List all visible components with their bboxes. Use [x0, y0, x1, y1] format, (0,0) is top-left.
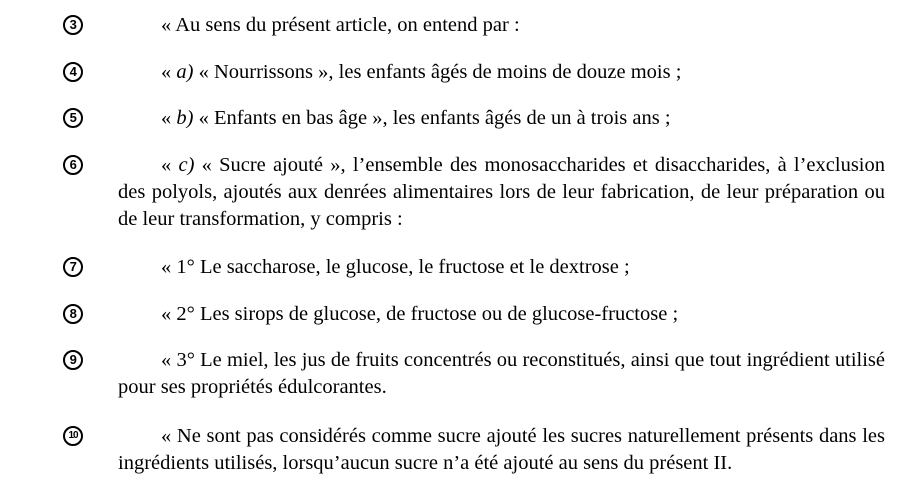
paragraph-text: « 3° Le miel, les jus de fruits concentrés ou reconstitués, ainsi que tout ingrédient utilisé pour ses propriétés édulcorantes.	[118, 349, 885, 398]
quote-open: «	[161, 61, 177, 83]
item-letter: b)	[176, 107, 194, 129]
paragraph-text: « 1° Le saccharose, le glucose, le fructose et le dextrose ;	[161, 256, 630, 278]
paragraph-number-badge: 6	[63, 155, 83, 175]
paragraph-text	[118, 152, 885, 233]
paragraph-text	[118, 59, 885, 86]
paragraph-body: « Nourrissons », les enfants âgés de moins de douze mois ;	[193, 61, 682, 83]
paragraph-number-badge: 5	[63, 108, 83, 128]
paragraph-text: « 2° Les sirops de glucose, de fructose ou de glucose-fructose ;	[161, 303, 679, 325]
quote-open: «	[161, 107, 177, 129]
paragraph-number-badge: 7	[63, 257, 83, 277]
paragraph-text: « Au sens du présent article, on entend par :	[161, 14, 520, 36]
paragraph-number-badge: 8	[63, 304, 83, 324]
paragraph-text: « Ne sont pas considérés comme sucre ajouté les sucres naturellement présents dans les ingrédients utilisés, lorsqu’aucun sucre n’a été ajouté au sens du présent II.	[118, 425, 885, 474]
quote-open: «	[161, 154, 179, 176]
paragraph-number-badge: 9	[63, 350, 83, 370]
paragraph-text	[118, 105, 885, 132]
paragraph-number-badge: 3	[63, 15, 83, 35]
paragraph-body: « Enfants en bas âge », les enfants âgés de un à trois ans ;	[193, 107, 671, 129]
item-letter: c)	[178, 154, 195, 176]
paragraph-number-badge: 10	[63, 426, 83, 446]
paragraph-number-badge: 4	[63, 62, 83, 82]
paragraph-body: « Sucre ajouté », l’ensemble des monosaccharides et disaccharides, à l’exclusion des polyols, ajoutés aux denrées alimentaires lors de leur fabrication, de leur préparation ou de leur transformation, y compris :	[118, 154, 886, 230]
item-letter: a)	[176, 61, 194, 83]
